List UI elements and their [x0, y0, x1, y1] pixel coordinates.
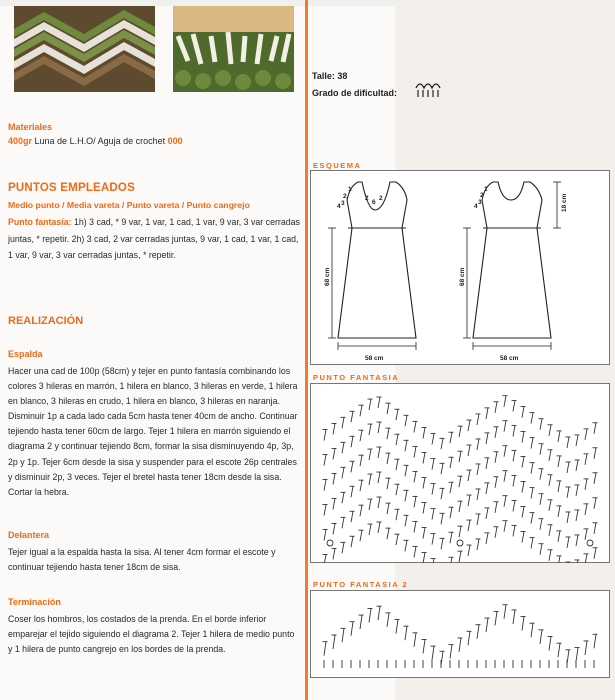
fantasy2-stitch-chart: [310, 590, 610, 678]
stitches-title: PUNTOS EMPLEADOS: [8, 182, 135, 194]
orange-divider: [305, 0, 308, 700]
fantasy2-diagram-title: PUNTO FANTASIA 2: [313, 580, 409, 589]
back-decrease-4: 4: [474, 203, 478, 210]
finishing-instructions: Coser los hombros, los costados de la prenda. En el borde inferior emparejar el tejido siguiendo el diagrama 2. Tejer 1 hilera de medio punto y 1 hilera de punto cangrejo en los bordes de la prenda.: [8, 614, 295, 655]
difficulty-label: Grado de dificultad:: [312, 88, 398, 98]
materials-line: [8, 136, 183, 146]
schema-diagram: [310, 170, 610, 365]
schema-title: ESQUEMA: [313, 161, 362, 170]
finishing-title: Terminación: [8, 597, 61, 607]
front-decrease-4: 4: [337, 203, 341, 210]
front-decrease-1: 1: [348, 186, 352, 193]
stitches-list: Medio punto / Media vareta / Punto vareta / Punto cangrejo: [8, 200, 250, 210]
front-decrease-3: 3: [341, 200, 345, 207]
difficulty-icon: [414, 78, 442, 100]
front-width-label: 58 cm: [365, 355, 384, 362]
back-height-label: 68 cm: [459, 267, 466, 286]
back-width-label: 58 cm: [500, 355, 519, 362]
back-decrease-2: 2: [480, 192, 484, 199]
materials-yarn: Luna de L.H.O/ Aguja de crochet: [32, 136, 168, 146]
realization-title: REALIZACIÓN: [8, 315, 84, 327]
materials-amount: 400gr: [8, 136, 33, 146]
back-decrease-3: 3: [478, 199, 482, 206]
neck-decrease-2: 2: [365, 195, 369, 202]
front-title: Delantera: [8, 530, 50, 540]
size-label: Talle: 38: [312, 71, 348, 81]
fantasy-stitch-label: Punto fantasía:: [8, 217, 72, 227]
front-decrease-2: 2: [343, 193, 347, 200]
fantasy-diagram-title: PUNTO FANTASIA: [313, 373, 400, 382]
front-height-label: 68 cm: [324, 267, 331, 286]
materials-title: Materiales: [8, 122, 53, 132]
swatch-photo-closeup: [173, 6, 294, 92]
materials-hook: 000: [167, 136, 183, 146]
fantasy-stitch-text: 1h) 3 cad, * 9 var, 1 var, 1 cad, 1 var, 9 var, 3 var cerradas juntas, * repetir. 2h) 3 cad, 2 var cerradas juntas, 9 var, 1 cad, 1 var, 1 cad, 1 var, 9 var, 3 var cerradas juntas, * repetir.: [8, 217, 300, 260]
fantasy-stitch-chart: [310, 383, 610, 563]
back-title: Espalda: [8, 349, 43, 359]
strap-height-label: 18 cm: [561, 193, 568, 212]
back-instructions: Hacer una cad de 100p (58cm) y tejer en punto fantasía combinando los colores 3 hileras en marrón, 1 hilera en blanco, 3 hileras en verde, 1 hilera en blanco, 3 hileras en crudo, 1 hilera en blanco, 3 hileras en naranja. Disminuir 1p a cada lado cada 5cm hasta tener 40cm de ancho. Continuar tejiendo hasta tener 60cm de largo. Tejer 1 hilera en marrón siguiendo el diagrama 2 y continuar tejiendo 8cm, formar la sisa disminuyendo 4p, 3p, 2p y 1p. Tejer 6cm desde la sisa y suspender para el escote 26p centrales y disminuir 2p, 3 veces. Tejer el bretel hasta tener 18cm desde la sisa. Cortar la hebra.: [8, 366, 298, 497]
back-decrease-1: 1: [484, 186, 488, 193]
neck-decrease-6: 6: [372, 199, 376, 206]
swatch-photo-chevron: [14, 6, 155, 92]
fantasy-stitch-instructions: [8, 214, 300, 264]
neck-decrease-2b: 2: [379, 195, 383, 202]
front-instructions: Tejer igual a la espalda hasta la sisa. Al tener 4cm formar el escote y continuar tejiendo hasta tener 18cm de sisa.: [8, 547, 276, 573]
